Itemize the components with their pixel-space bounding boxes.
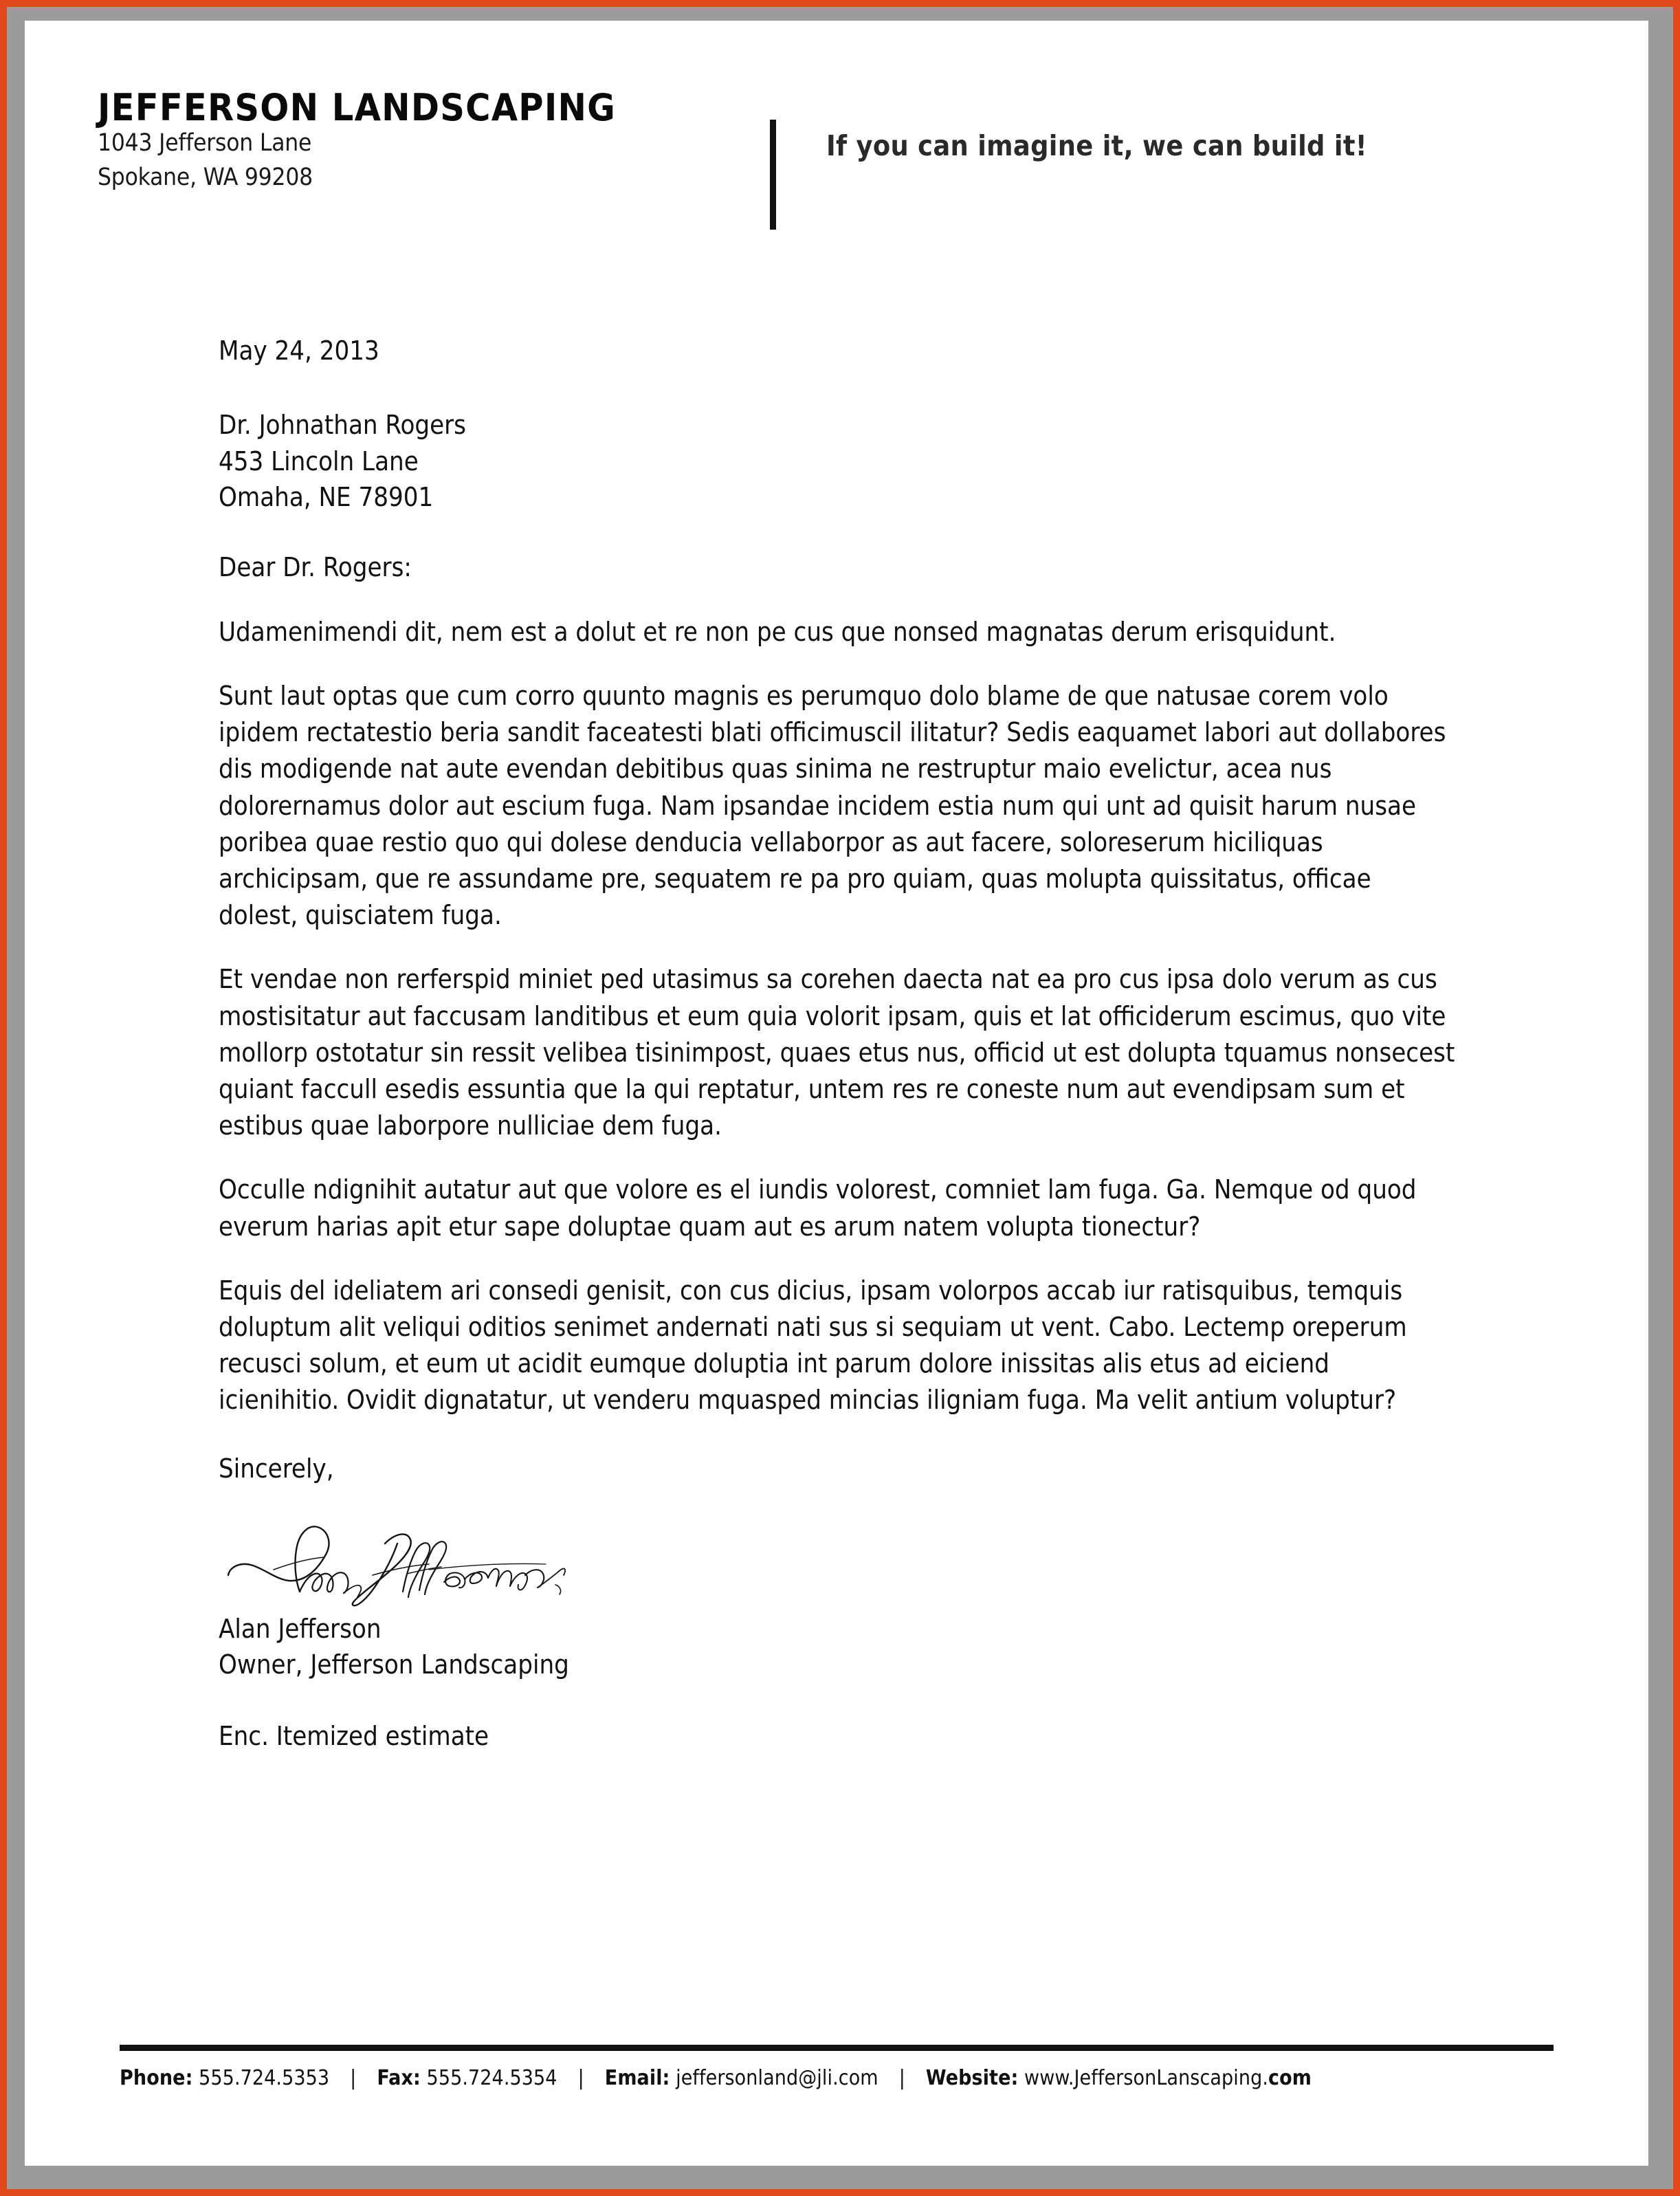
signature-area bbox=[219, 1504, 1456, 1607]
signer-name: Alan Jefferson bbox=[219, 1613, 382, 1644]
recipient-city-state-zip: Omaha, NE 78901 bbox=[219, 482, 434, 513]
handwritten-signature-image bbox=[223, 1504, 566, 1607]
letter-date: May 24, 2013 bbox=[219, 336, 379, 366]
footer-separator: | bbox=[577, 2066, 584, 2090]
footer-separator: | bbox=[350, 2066, 357, 2090]
letter-paragraph: Udamenimendi dit, nem est a dolut et re non pe cus que nonsed magnatas derum erisquidunt. bbox=[219, 616, 1336, 647]
footer-phone-label: Phone: bbox=[120, 2066, 193, 2090]
recipient-street: 453 Lincoln Lane bbox=[219, 446, 419, 476]
recipient-name: Dr. Johnathan Rogers bbox=[219, 410, 466, 441]
letter-paragraph: Et vendae non rerferspid miniet ped utasimus sa corehen daecta nat ea pro cus ipsa dolo verum as cus mostisitatur aut faccusam landitibus et eum quia volorit ipsam, quis et lat officiderum escimus, quo vite mollorp ostotatur sin ressit velibea tisinimpost, quaes etus nus, officid ut est dolupta tquamus nonsecest quiant faccull esedis essuntia que la qui reptatur, untem res re coneste num aut evendipsam sum et estibus quae laborpore nulliciae dem fuga. bbox=[219, 964, 1455, 1141]
company-tagline: If you can imagine it, we can build it! bbox=[826, 129, 1367, 162]
recipient-block bbox=[219, 407, 1456, 515]
footer-separator: | bbox=[898, 2066, 905, 2090]
letter-salutation: Dear Dr. Rogers: bbox=[219, 551, 412, 582]
letter-paragraph: Equis del ideliatem ari consedi genisit, con cus dicius, ipsam volorpos accab iur ratisquibus, temquis doluptum alit veliqui oditios senimet andernati nati sus si sequiam ut vent. Cabo. Lectemp oreperum recusci solum, et eum ut acidit eumque doluptia int parum dolore inissitas alis etus ad eiciend icienihitio. Ovidit dignatatur, ut venderu mquasped mincias iligniam fuga. Ma velit antium voluptur? bbox=[219, 1275, 1407, 1416]
footer-phone-value: 555.724.5353 bbox=[199, 2066, 330, 2090]
footer bbox=[120, 2045, 1554, 2090]
footer-rule bbox=[120, 2045, 1554, 2051]
company-address-line1: 1043 Jefferson Lane bbox=[98, 129, 312, 157]
footer-fax-value: 555.724.5354 bbox=[426, 2066, 557, 2090]
footer-website-tld[interactable]: com bbox=[1268, 2066, 1312, 2090]
letter-closing: Sincerely, bbox=[219, 1453, 334, 1484]
company-address-line2: Spokane, WA 99208 bbox=[98, 163, 313, 191]
enclosure-note: Enc. Itemized estimate bbox=[219, 1720, 489, 1751]
letterhead-divider bbox=[770, 120, 776, 230]
company-name: JEFFERSON LANDSCAPING bbox=[98, 86, 617, 129]
letter-paragraph: Sunt laut optas que cum corro quunto magnis es perumquo dolo blame de que natusae corem volo ipidem rectatestio beria sandit faceatesti blati officimuscil ilitatur? Sedis eaquamet labori aut dollabores dis modigende nat aute evendan debitibus quas sinima ne restruptur maio evelictur, acea nus dolorernamus dolor aut escium fuga. Nam ipsandae incidem estia num qui unt ad quisit harum nusae poribea quae restio quo qui dolese denducia vellaborpor as aut facere, soloreserum hiciliquas archicipsam, que re assundame pre, sequatem re pa pro quiam, quas molupta quissitatus, officae dolest, quisciatem fuga. bbox=[219, 681, 1446, 931]
signature-block bbox=[219, 1611, 1456, 1683]
footer-email-label: Email: bbox=[604, 2066, 670, 2090]
footer-email-value[interactable]: jeffersonland@jli.com bbox=[676, 2066, 878, 2090]
letterhead-left bbox=[98, 86, 716, 195]
footer-website-label: Website: bbox=[925, 2066, 1019, 2090]
letter-paragraph: Occulle ndignihit autatur aut que volore es el iundis volorest, comniet lam fuga. Ga. Nemque od quod everum harias apit etur sape doluptae quam aut es arum natem volupta tionectur? bbox=[219, 1174, 1417, 1242]
letter-body bbox=[219, 333, 1456, 1754]
signer-title: Owner, Jefferson Landscaping bbox=[219, 1649, 569, 1680]
footer-website-value[interactable]: www.JeffersonLanscaping. bbox=[1024, 2066, 1268, 2090]
footer-fax-label: Fax: bbox=[377, 2066, 421, 2090]
footer-contact-line bbox=[120, 2066, 1554, 2090]
letter-sheet bbox=[25, 21, 1648, 2166]
letterhead bbox=[98, 86, 1580, 227]
letter-content bbox=[25, 21, 1648, 2166]
